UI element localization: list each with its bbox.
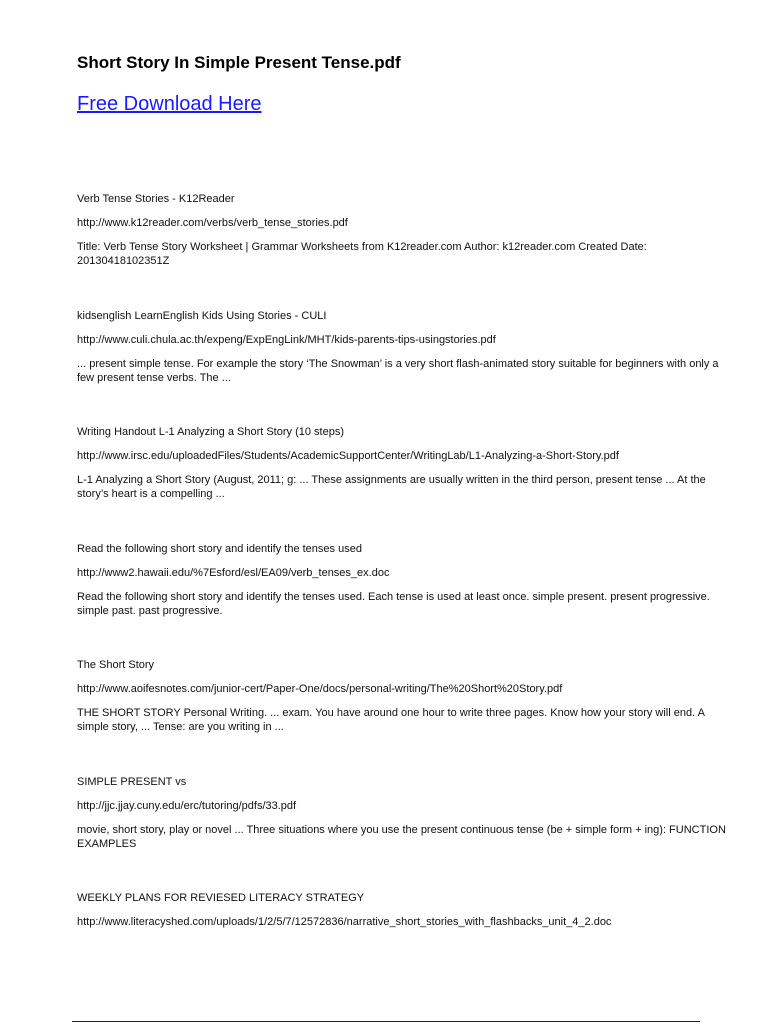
search-result xyxy=(77,192,727,309)
result-url: http://www2.hawaii.edu/%7Esford/esl/EA09/verb_tenses_ex.doc xyxy=(77,566,390,579)
result-url: http://www.literacyshed.com/uploads/1/2/5/7/12572836/narrative_short_stories_with_flashbacks_unit_4_2.doc xyxy=(77,916,612,928)
search-result xyxy=(77,309,727,426)
result-snippet: THE SHORT STORY Personal Writing. ... exam. You have around one hour to write three pages. Know how your story will end. A simple story, ... Tense: are you writing in ... xyxy=(77,707,705,733)
free-download-link[interactable]: Free Download Here xyxy=(77,93,262,115)
result-title: Verb Tense Stories - K12Reader xyxy=(77,193,235,205)
result-snippet: Title: Verb Tense Story Worksheet | Grammar Worksheets from K12reader.com Author: k12reader.com Created Date: 20130418102351Z xyxy=(77,241,647,267)
result-url: http://www.aoifesnotes.com/junior-cert/Paper-One/docs/personal-writing/The%20Short%20Story.pdf xyxy=(77,683,563,695)
result-url: http://www.culi.chula.ac.th/expeng/ExpEngLink/MHT/kids-parents-tips-usingstories.pdf xyxy=(77,333,496,346)
document-title: Short Story In Simple Present Tense.pdf xyxy=(77,53,401,72)
result-title: kidsenglish LearnEnglish Kids Using Stories - CULI xyxy=(77,309,327,322)
result-snippet: ... present simple tense. For example the story ‘The Snowman’ is a very short flash-animated story suitable for beginners with only a few present tense verbs. The ... xyxy=(77,357,719,384)
result-url: http://www.k12reader.com/verbs/verb_tense_stories.pdf xyxy=(77,217,348,229)
search-result xyxy=(77,775,727,892)
result-snippet: L-1 Analyzing a Short Story (August, 2011; g: ... These assignments are usually written in the third person, present tense ... At the story’s heart is a compelling ... xyxy=(77,474,706,500)
search-result xyxy=(77,542,727,659)
result-url: http://www.irsc.edu/uploadedFiles/Students/AcademicSupportCenter/WritingLab/L1-Analyzing-a-Short-Story.pdf xyxy=(77,450,619,462)
result-snippet: movie, short story, play or novel ... Three situations where you use the present continuous tense (be + simple form + ing): FUNCTION EXAMPLES xyxy=(77,823,726,850)
result-title: Writing Handout L-1 Analyzing a Short Story (10 steps) xyxy=(77,426,344,438)
result-url: http://jjc.jjay.cuny.edu/erc/tutoring/pdfs/33.pdf xyxy=(77,799,297,812)
search-result xyxy=(77,891,727,1008)
result-title: SIMPLE PRESENT vs xyxy=(77,775,187,788)
search-result-list xyxy=(77,192,727,1008)
search-result xyxy=(77,425,727,542)
result-title: Read the following short story and identify the tenses used xyxy=(77,542,362,555)
footer-divider xyxy=(72,1021,700,1022)
search-result xyxy=(77,658,727,775)
result-title: WEEKLY PLANS FOR REVIESED LITERACY STRATEGY xyxy=(77,892,365,904)
result-snippet: Read the following short story and identify the tenses used. Each tense is used at least once. simple present. present progressive. simple past. past progressive. xyxy=(77,590,710,617)
result-title: The Short Story xyxy=(77,659,155,671)
